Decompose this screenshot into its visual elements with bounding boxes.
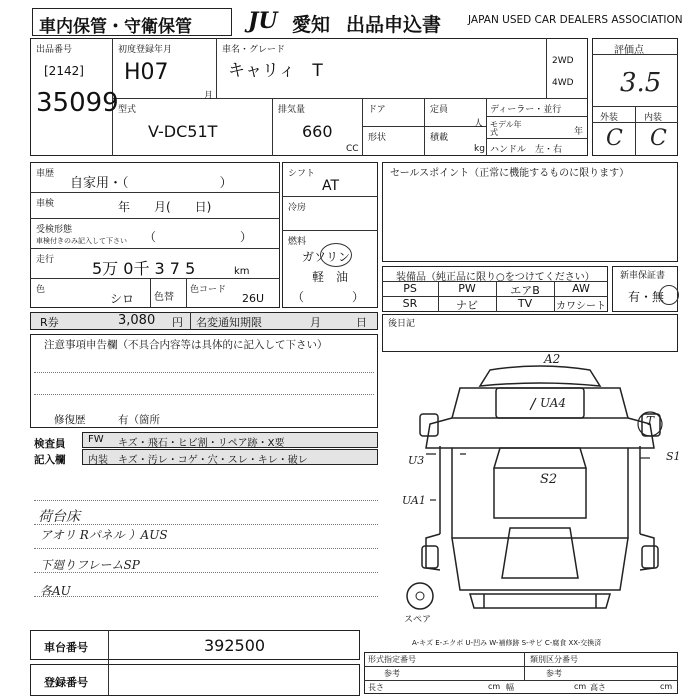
- form-title: 出品申込書: [346, 14, 442, 36]
- ju-logo: [248, 8, 278, 34]
- storage-tag-text: 車内保管・守衛保管: [39, 17, 192, 37]
- deadline-label: 名変通知期限: [196, 316, 262, 329]
- form-cat-ref: 参考: [384, 669, 400, 678]
- equip-tv: TV: [517, 297, 533, 310]
- class-label: 類別区分番号: [530, 655, 578, 664]
- color-label: 色: [36, 285, 46, 295]
- height-unit: cm: [660, 682, 673, 691]
- model-label: 車名・グレード: [222, 45, 286, 55]
- form-cat-label: 形式指定番号: [368, 655, 416, 664]
- damage-mark-s2: S2: [540, 472, 558, 487]
- history-label: 車歴: [36, 169, 55, 179]
- first-reg-label: 初度登録年月: [118, 45, 173, 55]
- dealer-label: ディーラー・並行: [490, 105, 562, 115]
- note-line-4: 各AU: [40, 584, 71, 598]
- length-label: 長さ: [368, 683, 384, 692]
- color-code-value: 26U: [242, 292, 265, 305]
- color-value: シロ: [110, 292, 135, 306]
- color-code-label: 色コード: [190, 285, 227, 295]
- cooler-label: 冷房: [288, 203, 307, 213]
- year-unit: 年: [574, 127, 584, 137]
- association-name: JAPAN USED CAR DEALERS ASSOCIATION: [468, 14, 683, 26]
- sales-point-label: セールスポイント（正常に機能するものに限ります）: [390, 168, 630, 179]
- damage-mark-a2: A2: [544, 352, 561, 366]
- test-type-note: 車検付きのみ記入して下さい: [36, 237, 127, 245]
- org-name: 愛知: [292, 14, 331, 36]
- capacity-label: 定員: [430, 105, 449, 115]
- exterior-grade: C: [606, 126, 623, 151]
- capacity-unit: 人: [474, 119, 484, 129]
- fuel-value: ガソリン: [302, 250, 351, 264]
- fw-label: FW: [88, 434, 104, 445]
- load-label: 積載: [430, 133, 449, 143]
- fuel-alt: 軽 油: [312, 270, 349, 284]
- lot-number-label: 出品番号: [36, 45, 73, 55]
- spare-label: スペア: [404, 615, 432, 625]
- equip-ps: PS: [403, 282, 417, 295]
- inspection-label: 車検: [36, 199, 55, 209]
- exterior-label: 外装: [600, 113, 619, 123]
- mileage-label: 走行: [36, 255, 55, 265]
- recycle-value: 3,080: [118, 313, 156, 328]
- height-label: 高さ: [590, 683, 606, 692]
- mileage-unit: km: [234, 266, 250, 277]
- inspector-label-2: 記入欄: [34, 454, 66, 466]
- model-year-label: モデル年式: [490, 120, 522, 137]
- damage-mark-ua1: UA1: [402, 494, 426, 507]
- equip-leather: カワシート: [556, 301, 606, 312]
- storage-tag: [32, 8, 232, 36]
- inspection-items-2: キズ・汚レ・コゲ・穴・スレ・キレ・破レ: [118, 455, 308, 466]
- warranty-value: 有・無: [628, 290, 665, 304]
- after-fill-label: 後日記: [388, 319, 416, 329]
- notes-label: 注意事項申告欄（不具合内容等は具体的に記入して下さい）: [44, 339, 328, 351]
- shift-value: AT: [322, 178, 340, 194]
- equip-airbag: エアB: [510, 284, 540, 297]
- test-type-label: 受検形態: [36, 225, 73, 235]
- lot-number: 35099: [36, 88, 119, 118]
- door-label: ドア: [368, 105, 386, 115]
- grade-label: 評価点: [614, 45, 644, 56]
- displacement-label: 排気量: [278, 105, 306, 115]
- width-unit: cm: [574, 682, 587, 691]
- class-ref: 参考: [546, 669, 562, 678]
- grade-value: 3.5: [620, 68, 662, 98]
- lot-sub-number: [2142]: [44, 64, 84, 78]
- fuel-label: 燃料: [288, 237, 307, 247]
- type-label: 型式: [118, 105, 137, 115]
- inspection-items-1: キズ・飛石・ヒビ割・リペア跡・X要: [118, 438, 285, 449]
- mileage-value: 5万 0千 3 7 5: [92, 259, 196, 278]
- displacement-value: 660: [302, 122, 333, 141]
- fuel-circle: [320, 243, 352, 267]
- equip-navi: ナビ: [456, 299, 478, 312]
- deadline-month: 月: [310, 316, 321, 329]
- load-unit: kg: [474, 144, 485, 154]
- repaint-label: 色替: [154, 292, 174, 303]
- recycle-unit: 円: [172, 316, 183, 329]
- note-line-2: アオリ Rパネル ）AUS: [40, 528, 168, 542]
- damage-mark-u3: U3: [408, 454, 425, 467]
- displacement-unit: CC: [346, 144, 359, 154]
- interior-label: 内装: [644, 113, 663, 123]
- history-value: 自家用・（ ）: [70, 176, 233, 191]
- registration-label: 登録番号: [44, 676, 88, 689]
- handle-label: ハンドル 左・右: [490, 145, 563, 155]
- fuel-paren: （ ）: [292, 290, 365, 304]
- damage-mark-s1: S1: [666, 450, 681, 463]
- ju-logo-text: JU: [248, 8, 278, 34]
- shift-label: シフト: [288, 169, 316, 179]
- type-value: V-DC51T: [148, 122, 218, 141]
- test-type-value: （ ）: [144, 230, 253, 244]
- equip-sr: SR: [402, 297, 418, 310]
- length-unit: cm: [488, 682, 501, 691]
- damage-mark-ua4: UA4: [540, 396, 567, 410]
- shape-label: 形状: [368, 133, 387, 143]
- month-unit: 月: [204, 91, 214, 101]
- interior-tag: 内装: [88, 455, 108, 466]
- note-line-1: 荷台床: [38, 509, 80, 525]
- equip-aw: AW: [572, 282, 590, 295]
- drive-4wd: 4WD: [552, 78, 574, 88]
- interior-grade: C: [650, 126, 667, 151]
- equipment-label: 装備品（純正品に限り○をつけてください）: [396, 272, 595, 283]
- after-fill-box: [382, 314, 678, 352]
- repair-value: 有（箇所: [118, 414, 160, 426]
- chassis-value: 392500: [204, 636, 266, 655]
- inspection-value: 年 月( 日): [118, 200, 212, 214]
- warranty-circle: [659, 285, 679, 305]
- model-value: キャリィ T: [228, 61, 323, 81]
- warranty-label: 新車保証書: [620, 271, 666, 281]
- chassis-label: 車台番号: [44, 641, 88, 654]
- damage-mark-t: T: [646, 414, 655, 428]
- deadline-day: 日: [356, 316, 367, 329]
- recycle-label: R券: [40, 316, 59, 329]
- width-label: 幅: [506, 683, 514, 692]
- damage-legend: A-キズ E-エクボ U-凹み W-補修跡 S-サビ C-腐食 XX-交換済: [412, 639, 602, 647]
- equip-pw: PW: [458, 282, 476, 295]
- repair-label: 修復歴: [54, 414, 86, 426]
- note-line-3: 下廻りフレームSP: [40, 558, 140, 572]
- inspector-label-1: 検査員: [34, 438, 66, 450]
- drive-2wd: 2WD: [552, 56, 574, 66]
- first-reg-value: H07: [124, 60, 169, 85]
